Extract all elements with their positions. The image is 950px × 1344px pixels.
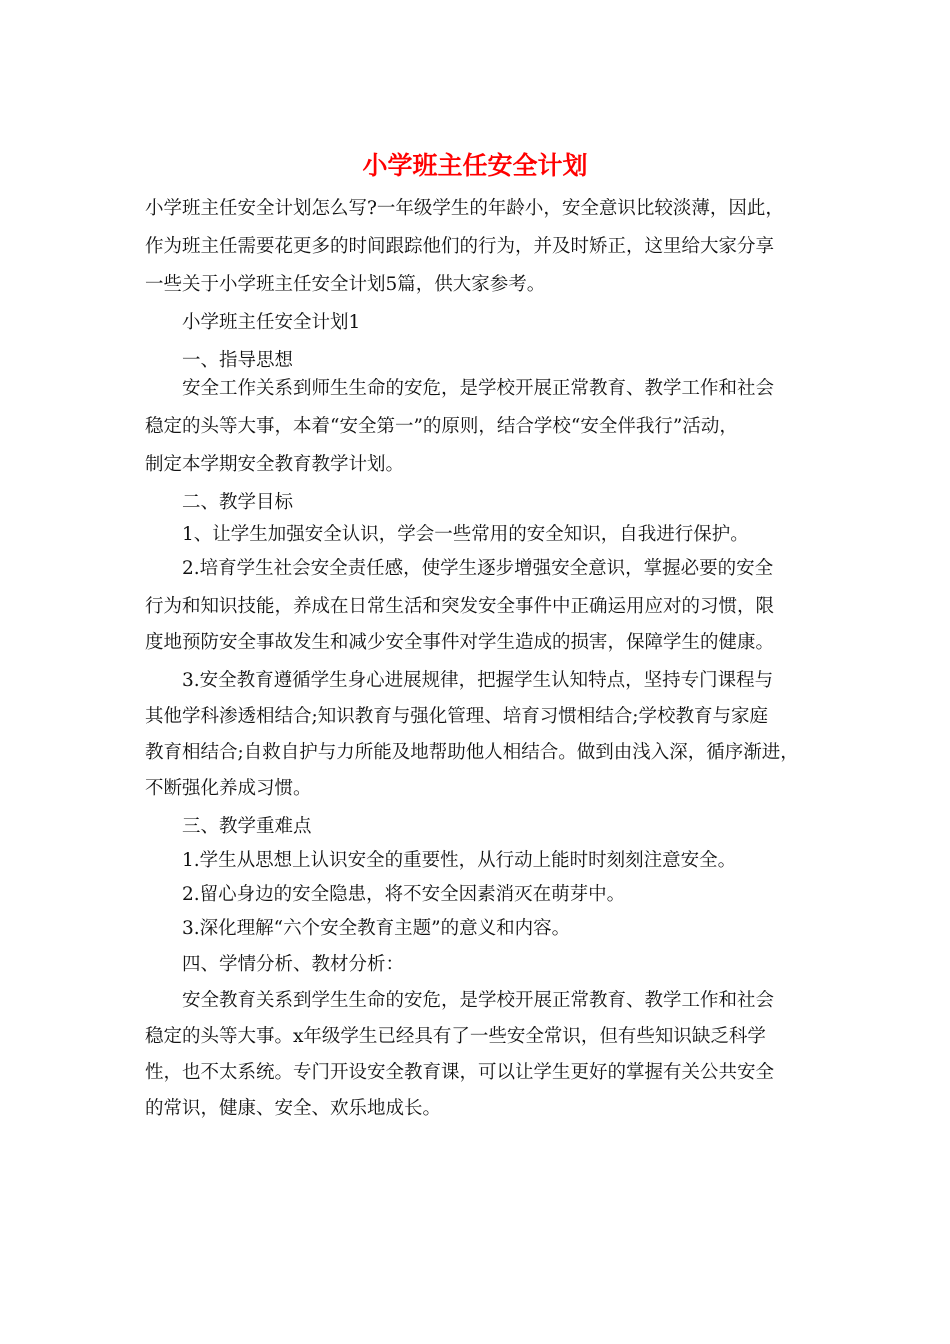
paragraph-line: 稳定的头等大事。x年级学生已经具有了一些安全常识，但有些知识缺乏科学 <box>145 1026 766 1047</box>
plan-heading: 小学班主任安全计划1 <box>182 312 361 333</box>
paragraph-line: 1.学生从思想上认识安全的重要性，从行动上能时时刻刻注意安全。 <box>182 850 737 871</box>
paragraph-line: 度地预防安全事故发生和减少安全事件对学生造成的损害，保障学生的健康。 <box>145 632 775 653</box>
paragraph-line: 安全工作关系到师生生命的安危，是学校开展正常教育、教学工作和社会 <box>182 378 775 399</box>
section-heading-1: 一、指导思想 <box>182 350 294 371</box>
paragraph-line: 教育相结合;自救自护与力所能及地帮助他人相结合。做到由浅入深，循序渐进， <box>145 742 799 763</box>
document-title: 小学班主任安全计划 <box>362 151 588 180</box>
section-heading-3: 三、教学重难点 <box>182 816 312 837</box>
intro-line-3: 一些关于小学班主任安全计划5篇，供大家参考。 <box>145 274 546 295</box>
section-heading-2: 二、教学目标 <box>182 492 294 513</box>
paragraph-line: 2.培育学生社会安全责任感，使学生逐步增强安全意识，掌握必要的安全 <box>182 558 774 579</box>
intro-line-2: 作为班主任需要花更多的时间跟踪他们的行为，并及时矫正，这里给大家分享 <box>145 236 775 257</box>
paragraph-line: 3.安全教育遵循学生身心进展规律，把握学生认知特点，坚持专门课程与 <box>182 670 774 691</box>
paragraph-line: 不断强化养成习惯。 <box>145 778 312 799</box>
paragraph-line: 安全教育关系到学生生命的安危，是学校开展正常教育、教学工作和社会 <box>182 990 775 1011</box>
paragraph-line: 1、让学生加强安全认识，学会一些常用的安全知识，自我进行保护。 <box>182 524 749 545</box>
paragraph-line: 性，也不太系统。专门开设安全教育课，可以让学生更好的掌握有关公共安全 <box>145 1062 775 1083</box>
paragraph-line: 稳定的头等大事，本着“安全第一”的原则，结合学校“安全伴我行”活动， <box>145 416 738 437</box>
paragraph-line: 其他学科渗透相结合;知识教育与强化管理、培育习惯相结合;学校教育与家庭 <box>145 706 768 727</box>
paragraph-line: 2.留心身边的安全隐患，将不安全因素消灭在萌芽中。 <box>182 884 626 905</box>
paragraph-line: 制定本学期安全教育教学计划。 <box>145 454 405 475</box>
paragraph-line: 行为和知识技能，养成在日常生活和突发安全事件中正确运用应对的习惯，限 <box>145 596 775 617</box>
paragraph-line: 的常识，健康、安全、欢乐地成长。 <box>145 1098 442 1119</box>
paragraph-line: 3.深化理解“六个安全教育主题”的意义和内容。 <box>182 918 571 939</box>
section-heading-4: 四、学情分析、教材分析： <box>182 954 405 975</box>
intro-line-1: 小学班主任安全计划怎么写?一年级学生的年龄小，安全意识比较淡薄，因此， <box>145 198 784 219</box>
